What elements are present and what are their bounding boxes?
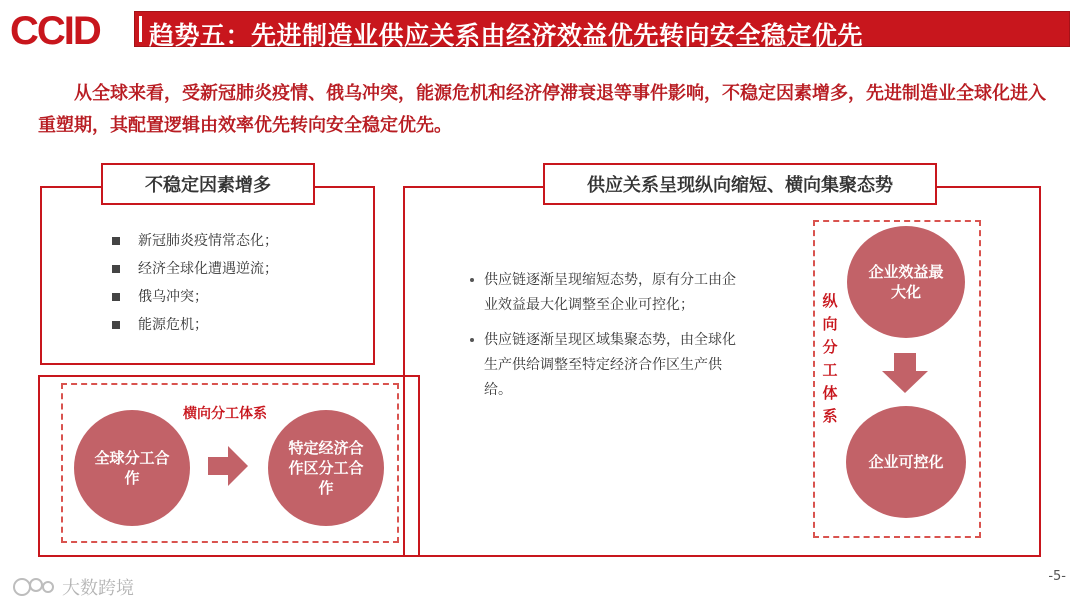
controllable-circle [846, 406, 966, 518]
arrow-right-icon [208, 444, 248, 488]
title-bar [134, 11, 1070, 50]
watermark-logo-icon [12, 575, 56, 599]
watermark-text: 大数跨境 [62, 578, 134, 599]
instability-tab: 不稳定因素增多 [101, 163, 315, 205]
regional-cooperation-circle [268, 410, 384, 526]
horizontal-division-label: 横向分工体系 [183, 406, 267, 422]
watermark [12, 574, 134, 600]
circle-label: 特定经济合作区分工合作 [288, 439, 364, 497]
list-item: 供应链逐渐呈现缩短态势，原有分工由企业效益最大化调整至企业可控化； [470, 268, 742, 318]
efficiency-max-circle [847, 226, 965, 338]
list-item: 新冠肺炎疫情常态化； [112, 230, 278, 258]
arrow-down-icon [882, 353, 928, 393]
list-item: 经济全球化遭遇逆流； [112, 258, 278, 286]
instability-list [112, 230, 278, 342]
circle-label: 全球分工合作 [94, 449, 170, 487]
vertical-division-label: 纵向分工体系 [822, 292, 838, 425]
supply-relation-tab: 供应关系呈现纵向缩短、横向集聚态势 [543, 163, 937, 205]
circle-label: 企业效益最大化 [868, 263, 944, 301]
supply-relation-bullets [470, 268, 742, 413]
circle-label: 企业可控化 [868, 453, 944, 471]
global-cooperation-circle [74, 410, 190, 526]
page-number: -5- [1048, 569, 1066, 584]
list-item: 供应链逐渐呈现区域集聚态势，由全球化生产供给调整至特定经济合作区生产供给。 [470, 328, 742, 403]
list-item: 俄乌冲突； [112, 286, 278, 314]
list-item: 能源危机； [112, 314, 278, 342]
svg-text:CCID: CCID [10, 10, 100, 52]
ccid-logo-icon [10, 10, 128, 52]
page-title: 趋势五：先进制造业供应关系由经济效益优先转向安全稳定优先 [149, 21, 864, 50]
intro-paragraph: 从全球来看，受新冠肺炎疫情、俄乌冲突，能源危机和经济停滞衰退等事件影响，不稳定因素增多，先进制造业全球化进入重塑期，其配置逻辑由效率优先转向安全稳定优先。 [38, 83, 1046, 136]
ccid-logo [10, 10, 128, 52]
